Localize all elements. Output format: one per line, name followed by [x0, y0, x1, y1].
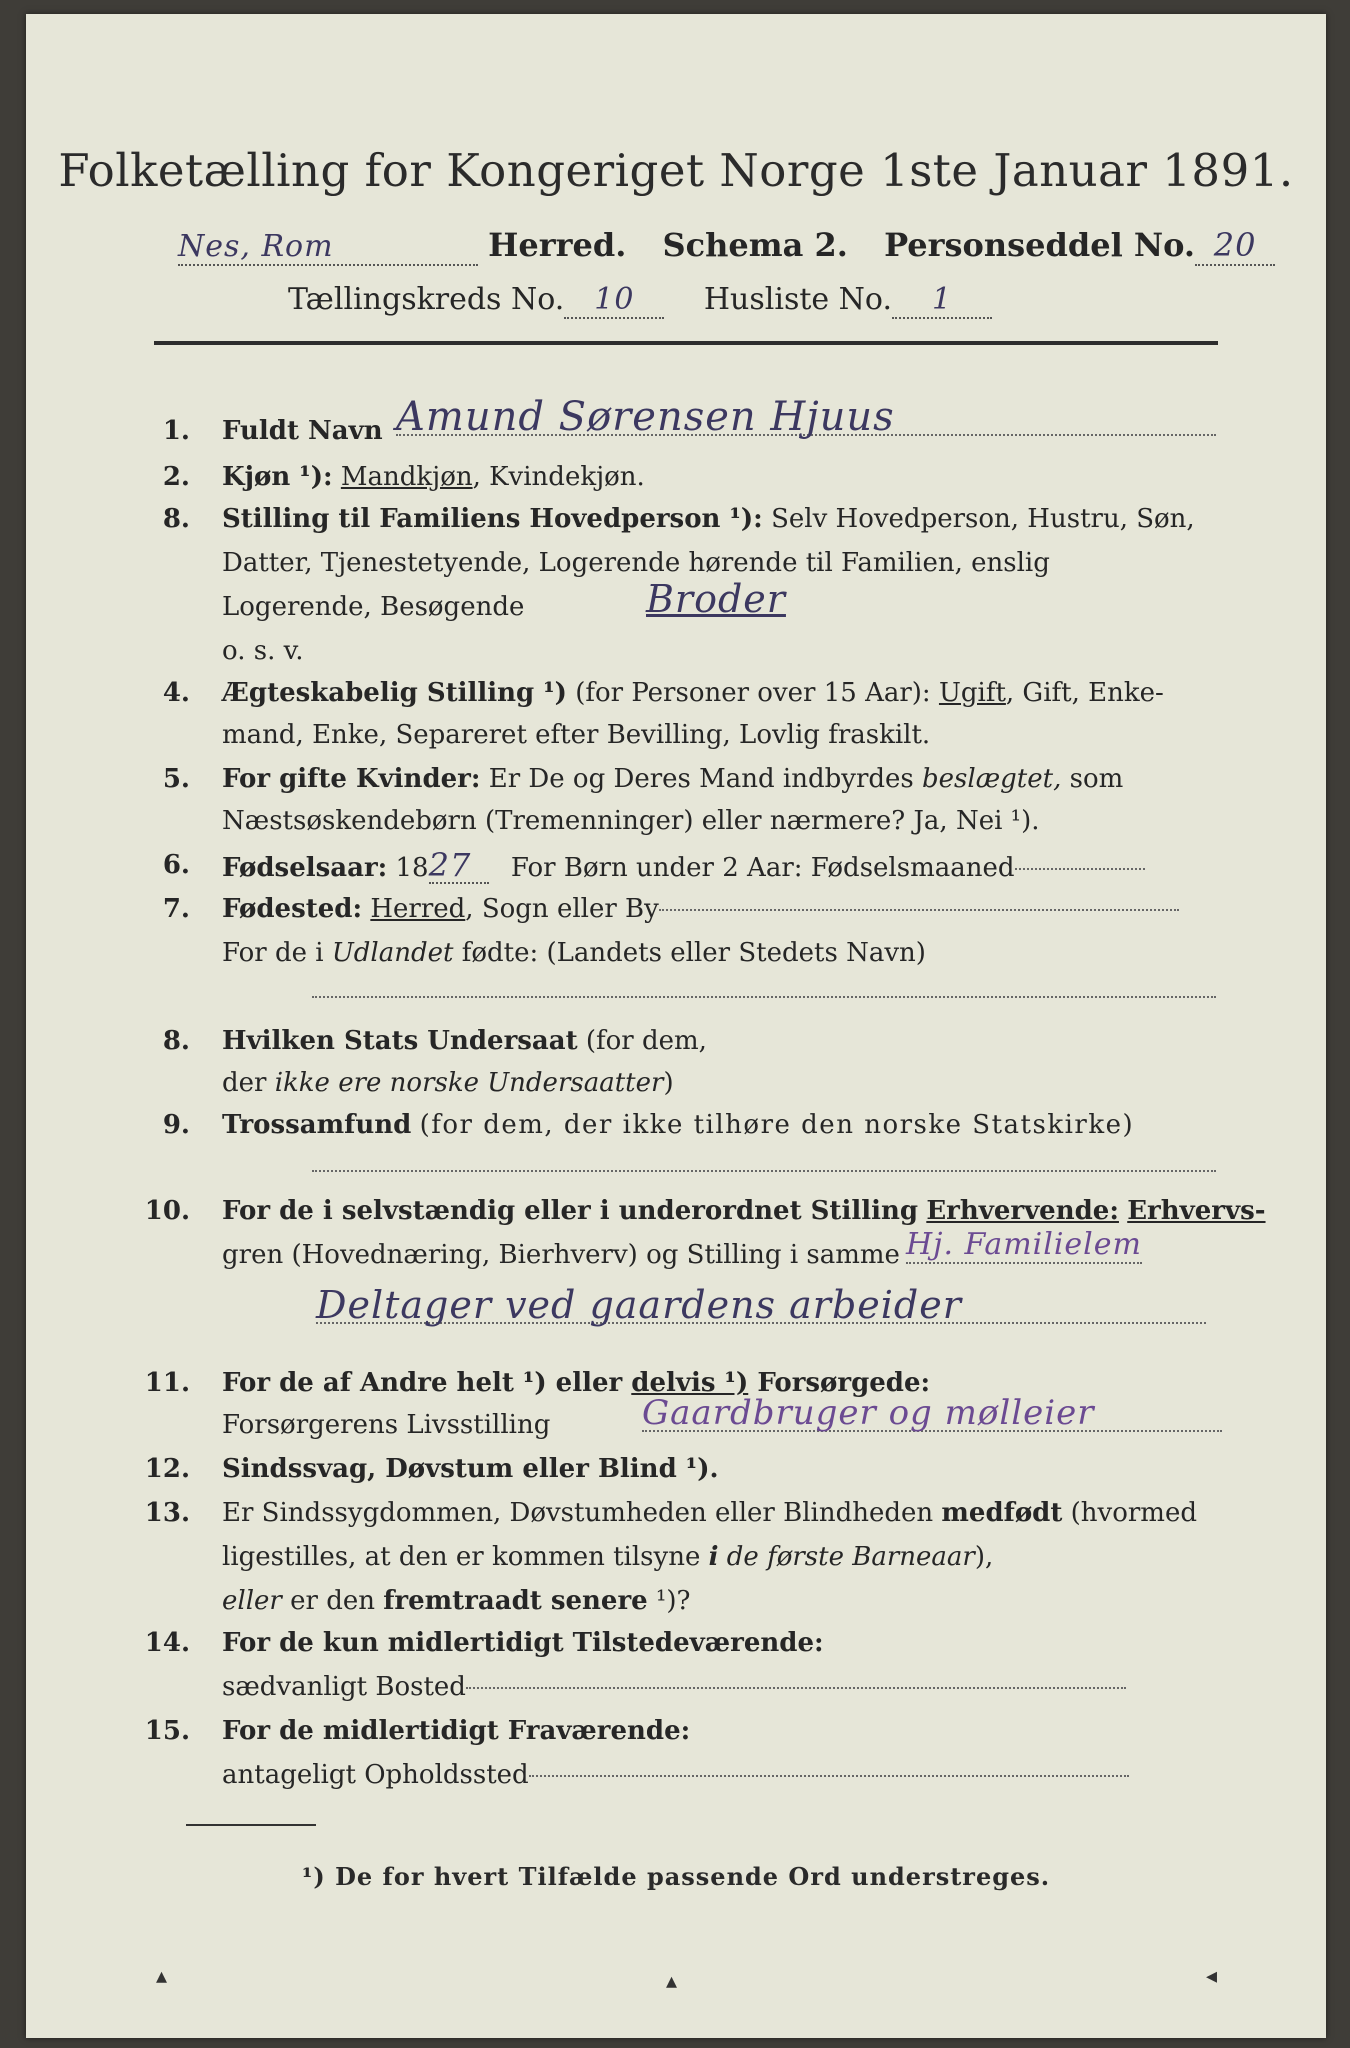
q1-label: Fuldt Navn: [222, 416, 383, 446]
q13-label-a: Er Sindssygdommen, Døvstumheden eller Blindheden: [222, 1498, 934, 1528]
q2-label: Kjøn ¹):: [222, 462, 333, 492]
q4-option-ugift: Ugift: [938, 678, 1006, 708]
q4-options-rest: , Gift, Enke-: [1005, 678, 1164, 708]
q13-line3-end: ¹)?: [655, 1586, 691, 1616]
q10-number: 10.: [144, 1196, 190, 1226]
q2-option-mandkjon: Mandkjøn: [340, 462, 473, 492]
q3-options-1: Selv Hovedperson, Hustru, Søn,: [771, 504, 1195, 534]
q8-line2-a: der: [222, 1068, 267, 1098]
herred-label: Herred.: [488, 226, 627, 264]
q13-line-2: [222, 1540, 993, 1574]
personseddel-label: Personseddel No.: [884, 226, 1196, 264]
q3-options-3: Logerende, Besøgende: [222, 592, 525, 622]
q12-label: Sindssvag, Døvstum eller Blind ¹).: [222, 1454, 719, 1484]
q6-number: 6.: [162, 850, 190, 880]
q6-month-line: [1015, 868, 1145, 870]
form-title: Folketælling for Kongeriget Norge 1ste Januar 1891.: [58, 144, 1294, 197]
husliste-label: Husliste No.: [703, 282, 893, 317]
question-14: [126, 1626, 1226, 1706]
header-rule: [154, 341, 1218, 345]
q14-fill: [466, 1687, 1126, 1689]
corner-mark-right: ◂: [1206, 1964, 1218, 1989]
q7-abroad-italic: Udlandet: [331, 938, 454, 968]
q7-abroad-b: fødte: (Landets eller Stedets Navn): [461, 938, 926, 968]
q7-line-1-fill: [659, 909, 1179, 911]
q14-line-2: [222, 1670, 1126, 1704]
q9-line: [222, 1108, 1134, 1142]
question-10: [126, 1194, 1266, 1344]
q8-qualifier: (for dem,: [585, 1026, 707, 1056]
q13-number: 13.: [144, 1498, 190, 1528]
q7-label: Fødested:: [222, 894, 363, 924]
q13-label-b: medfødt: [941, 1498, 1063, 1528]
q6-year-prefix: 18: [395, 853, 429, 883]
footnote-rule: [186, 1824, 316, 1826]
husliste-number: 1: [892, 282, 992, 319]
q13-line-1: [222, 1496, 1197, 1530]
q4-qualifier: (for Personer over 15 Aar):: [575, 678, 931, 708]
q10-line-2: gren (Hovednæring, Bierhverv) og Stilling i samme: [222, 1240, 900, 1270]
q11-mid-a: helt ¹) eller: [456, 1368, 623, 1398]
q8-line-1: [222, 1024, 707, 1058]
q5-line-2: Næstsøskendebørn (Tremenninger) eller nærmere? Ja, Nei ¹).: [222, 806, 1040, 836]
q5-number: 5.: [162, 764, 190, 794]
q7-options-rest: , Sogn eller By: [465, 894, 659, 924]
q5-italic-word: beslægtet,: [922, 764, 1062, 794]
q13-line3-rest: er den: [290, 1586, 375, 1616]
q13-line3-bold: fremtraadt senere: [383, 1586, 648, 1616]
q15-number: 15.: [144, 1716, 190, 1746]
q10-answer-1-handwritten: Hj. Familielem: [906, 1227, 1142, 1262]
q8-number: 8.: [162, 1026, 190, 1056]
corner-mark-center: ▴: [666, 1969, 678, 1994]
q3-options-2: Datter, Tjenestetyende, Logerende hørende til Familien, enslig: [222, 548, 1050, 578]
q3-answer-handwritten: Broder: [646, 577, 786, 621]
q14-number: 14.: [144, 1628, 190, 1658]
q2-text: [222, 460, 645, 494]
q4-line-1: [222, 676, 1164, 710]
header-line-3: [288, 282, 992, 319]
kreds-label: Tællingskreds No.: [288, 282, 565, 317]
q5-label: For gifte Kvinder:: [222, 764, 481, 794]
q10-answer-2-handwritten: Deltager ved gaardens arbeider: [316, 1288, 1206, 1324]
q11-line-2: Forsørgerens Livsstilling: [222, 1410, 551, 1440]
q11-number: 11.: [144, 1368, 190, 1398]
q5-line1-end: som: [1069, 764, 1124, 794]
q5-line-1: [222, 762, 1123, 796]
q12-number: 12.: [144, 1454, 190, 1484]
q13-line2-italic: de første Barneaar: [726, 1542, 975, 1572]
q13-line2-b: i: [708, 1542, 719, 1572]
q6-label: Fødselsaar:: [222, 853, 388, 883]
q6-year-handwritten: 27: [429, 848, 489, 884]
q11-answer-handwritten: Gaardbruger og mølleier: [642, 1396, 1222, 1432]
question-1: [126, 394, 1226, 454]
q15-label: For de midlertidigt Fraværende:: [222, 1716, 691, 1746]
q8-line2-b: ): [663, 1068, 674, 1098]
q8-line2-italic: ikke ere norske Undersaatter: [274, 1068, 664, 1098]
q7-line-1: [222, 892, 1179, 926]
q11-label: For de af Andre: [222, 1368, 448, 1398]
census-form-sheet: [26, 14, 1326, 2038]
q3-etc: o. s. v.: [222, 636, 304, 666]
q13-line1-end: (hvormed: [1070, 1498, 1197, 1528]
q3-line-1: [222, 502, 1195, 536]
q14-label: For de kun midlertidigt Tilstedeværende:: [222, 1628, 824, 1658]
question-7: [126, 892, 1226, 1012]
question-13: [126, 1496, 1226, 1626]
q8-line-2: [222, 1066, 674, 1100]
corner-mark-left: ▴: [156, 1964, 168, 1989]
q6-line: [222, 848, 1145, 885]
question-15: [126, 1714, 1226, 1794]
q15-probable-residence: antageligt Opholdssted: [222, 1760, 529, 1790]
q7-abroad-fill: [312, 996, 1216, 998]
q9-label: Trossamfund: [222, 1110, 412, 1140]
q6-infant-label: For Børn under 2 Aar: Fødselsmaaned: [510, 853, 1015, 883]
q7-number: 7.: [162, 894, 190, 924]
footnote: ¹) De for hvert Tilfælde passende Ord understreges.: [301, 1862, 1051, 1891]
q10-label-b: Erhvervende:: [926, 1196, 1119, 1226]
q7-abroad-a: For de i: [222, 938, 324, 968]
question-5: [126, 762, 1226, 842]
q4-number: 4.: [162, 678, 190, 708]
q9-fill: [312, 1170, 1216, 1172]
question-9: [126, 1108, 1226, 1188]
q15-line-2: [222, 1758, 1129, 1792]
q1-number: 1.: [162, 416, 190, 446]
q14-usual-residence: sædvanligt Bosted: [222, 1672, 466, 1702]
q13-line2-a: ligestilles, at den er kommen tilsyne: [222, 1542, 701, 1572]
q13-line3-italic: eller: [222, 1586, 282, 1616]
q7-option-herred: Herred: [370, 894, 466, 924]
q2-option-kvindekjon: , Kvindekjøn.: [472, 462, 645, 492]
q7-line-2: [222, 936, 926, 970]
q5-question: Er De og Deres Mand indbyrdes: [488, 764, 914, 794]
q1-name-handwritten: Amund Sørensen Hjuus: [396, 400, 1216, 436]
q10-line-1: [222, 1194, 1266, 1228]
q11-mid-b: delvis ¹): [631, 1368, 749, 1398]
header-line-2: [178, 226, 1275, 266]
municipality-handwritten: Nes, Rom: [178, 229, 478, 266]
q11-label-end: Forsørgede:: [757, 1368, 931, 1398]
q9-number: 9.: [162, 1110, 190, 1140]
q3-number: 8.: [162, 504, 190, 534]
kreds-number: 10: [564, 282, 664, 319]
q8-label: Hvilken Stats Undersaat: [222, 1026, 578, 1056]
q4-line-2: mand, Enke, Separeret efter Bevilling, Lovlig fraskilt.: [222, 720, 931, 750]
question-4: [126, 676, 1226, 756]
schema-label: Schema 2.: [662, 226, 848, 264]
question-8: [126, 1024, 1226, 1104]
question-3: [126, 502, 1226, 672]
question-11: [126, 1366, 1226, 1446]
q13-line-3: [222, 1584, 690, 1618]
q9-qualifier: (for dem, der ikke tilhøre den norske Statskirke): [419, 1110, 1135, 1140]
q2-number: 2.: [162, 462, 190, 492]
q10-label-a: For de i selvstændig eller i underordnet Stilling: [222, 1196, 919, 1226]
q15-fill: [529, 1775, 1129, 1777]
personseddel-number: 20: [1195, 226, 1275, 266]
q13-line2-end: ),: [974, 1542, 994, 1572]
q3-label: Stilling til Familiens Hovedperson ¹):: [222, 504, 763, 534]
q4-label: Ægteskabelig Stilling ¹): [222, 678, 567, 708]
q10-line1-end: Erhvervs-: [1127, 1196, 1266, 1226]
